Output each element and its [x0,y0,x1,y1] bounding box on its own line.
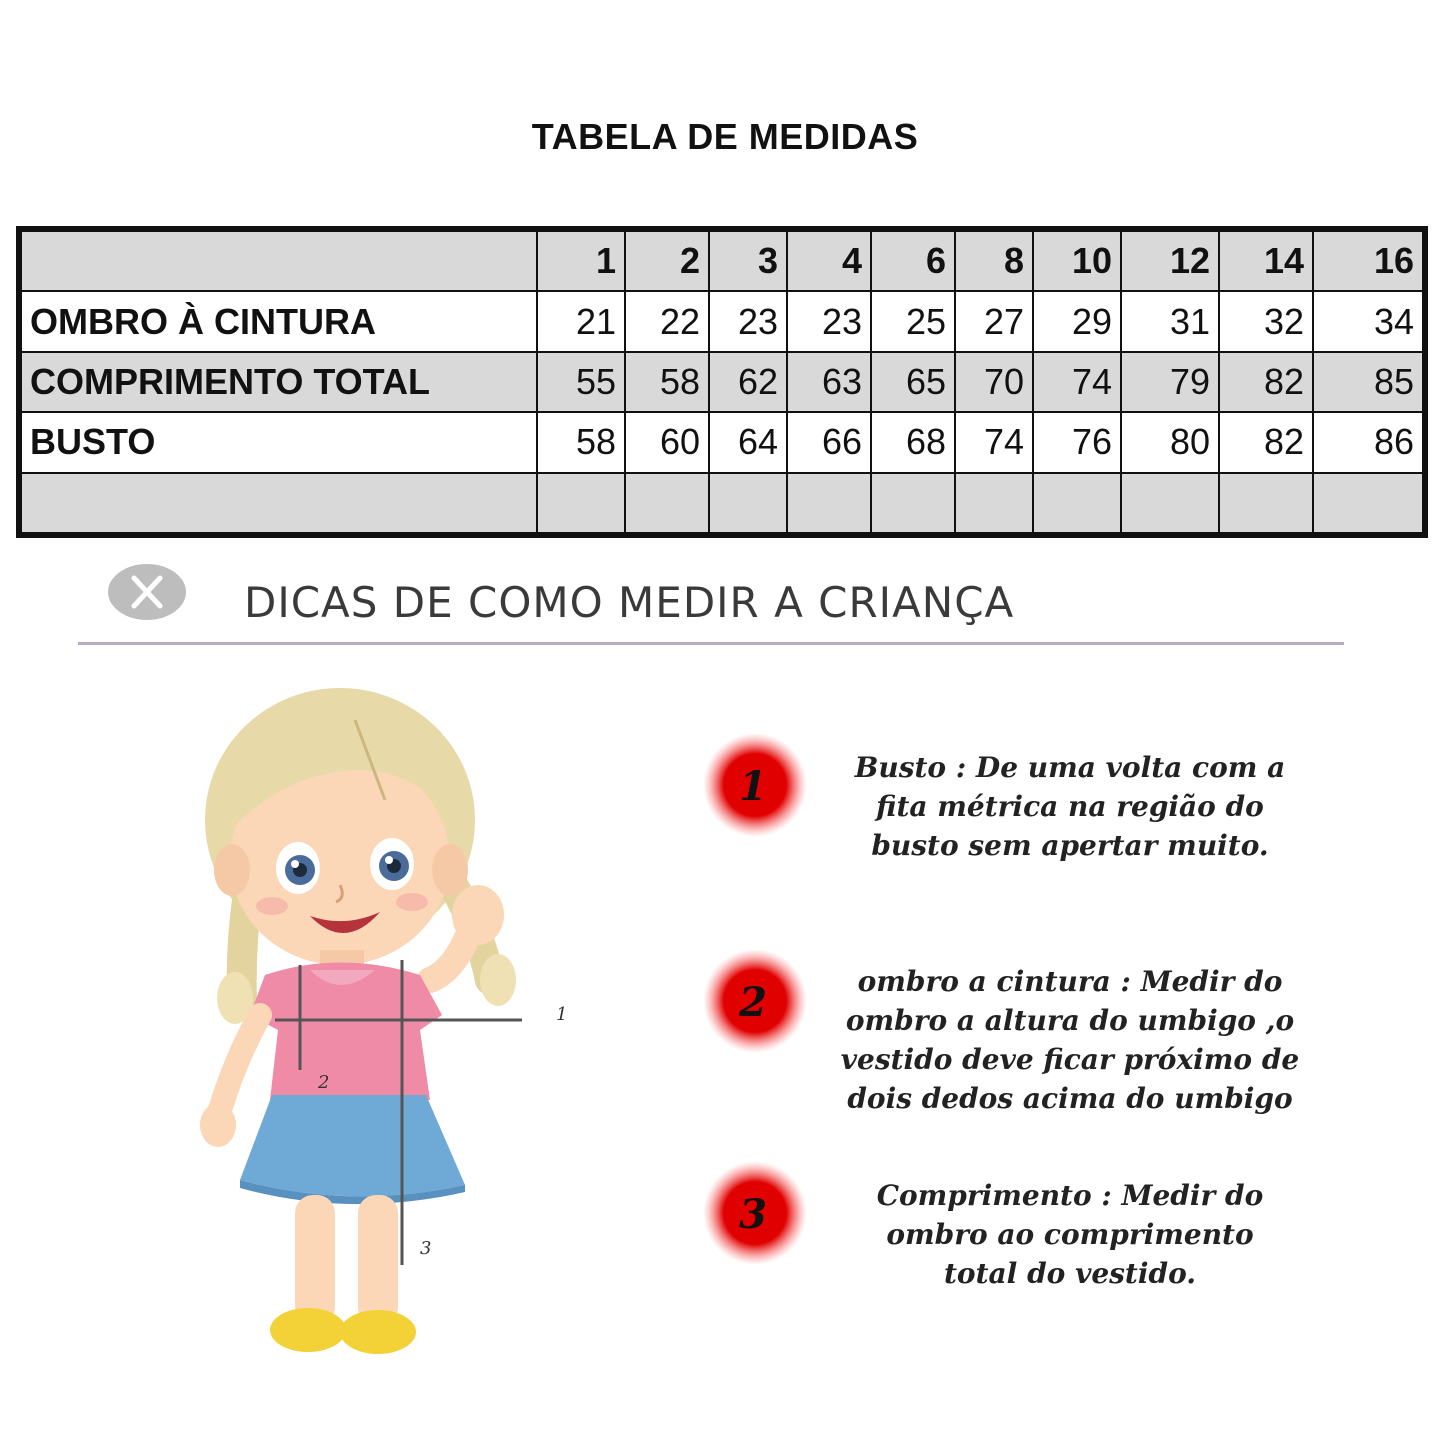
table-cell: 74 [955,412,1033,472]
badge-number: 3 [739,1191,767,1238]
tips-header [78,560,1344,650]
table-cell: 60 [625,412,709,472]
table-cell: 63 [787,352,871,412]
table-cell: 68 [871,412,955,472]
table-cell: 62 [709,352,787,412]
tips-title: DICAS DE COMO MEDIR A CRIANÇA [244,578,1015,627]
table-cell: 55 [537,352,625,412]
size-header: 14 [1219,229,1313,291]
table-cell: 25 [871,291,955,351]
tip-line: busto sem apertar muito. [871,829,1269,862]
badge-number: 2 [739,979,767,1026]
badge-2-icon [700,946,810,1056]
table-cell: 22 [625,291,709,351]
divider [78,642,1344,645]
table-cell: 85 [1313,352,1425,412]
table-cell: 86 [1313,412,1425,472]
tip-text [810,748,1330,865]
table-cell: 29 [1033,291,1121,351]
table-cell: 64 [709,412,787,472]
size-header: 16 [1313,229,1425,291]
table-cell: 82 [1219,412,1313,472]
table-cell: 58 [537,412,625,472]
table-cell: 31 [1121,291,1219,351]
tip-line: Busto : De uma volta com a [854,751,1286,784]
table-row [19,412,1425,472]
close-icon[interactable] [108,564,186,620]
table-row [19,352,1425,412]
page-title: TABELA DE MEDIDAS [531,116,919,157]
table-cell: 34 [1313,291,1425,351]
badge-number: 1 [739,763,767,810]
size-header: 1 [537,229,625,291]
badge-3-icon [700,1158,810,1268]
tip-line: vestido deve ficar próximo de [840,1043,1300,1076]
header-blank-cell [19,229,537,291]
tip-item-3 [700,1158,1340,1308]
table-cell: 79 [1121,352,1219,412]
tip-line: fita métrica na região do [876,790,1264,823]
size-header: 10 [1033,229,1121,291]
marker-1: 1 [556,1004,568,1025]
tip-line: Comprimento : Medir do [876,1179,1264,1212]
table-cell: 58 [625,352,709,412]
badge-1-icon [700,730,810,840]
marker-3: 3 [420,1238,432,1259]
tip-text [810,1176,1330,1293]
size-header: 6 [871,229,955,291]
table-cell: 23 [709,291,787,351]
tip-item-2 [700,946,1340,1126]
table-cell: 82 [1219,352,1313,412]
size-header: 3 [709,229,787,291]
child-illustration [180,680,620,1380]
row-label: COMPRIMENTO TOTAL [19,352,537,412]
table-cell: 23 [787,291,871,351]
empty-row [19,473,1425,535]
size-header: 4 [787,229,871,291]
table-cell: 70 [955,352,1033,412]
size-header-row [19,229,1425,291]
row-label: BUSTO [19,412,537,472]
tip-line: dois dedos acima do umbigo [847,1082,1293,1115]
table-cell: 21 [537,291,625,351]
table-cell: 80 [1121,412,1219,472]
marker-2: 2 [318,1072,330,1093]
tip-line: ombro ao comprimento [886,1218,1254,1251]
tip-item-1 [700,730,1340,880]
tip-line: total do vestido. [944,1257,1196,1290]
tip-text [810,962,1330,1118]
tip-line: ombro a cintura : Medir do [857,965,1283,998]
table-cell: 66 [787,412,871,472]
tip-line: ombro a altura do umbigo ,o [845,1004,1295,1037]
row-label: OMBRO À CINTURA [19,291,537,351]
table-cell: 76 [1033,412,1121,472]
size-table [16,226,1428,538]
table-cell: 27 [955,291,1033,351]
table-row [19,291,1425,351]
size-header: 8 [955,229,1033,291]
size-header: 12 [1121,229,1219,291]
table-cell: 32 [1219,291,1313,351]
table-cell: 65 [871,352,955,412]
size-header: 2 [625,229,709,291]
table-cell: 74 [1033,352,1121,412]
